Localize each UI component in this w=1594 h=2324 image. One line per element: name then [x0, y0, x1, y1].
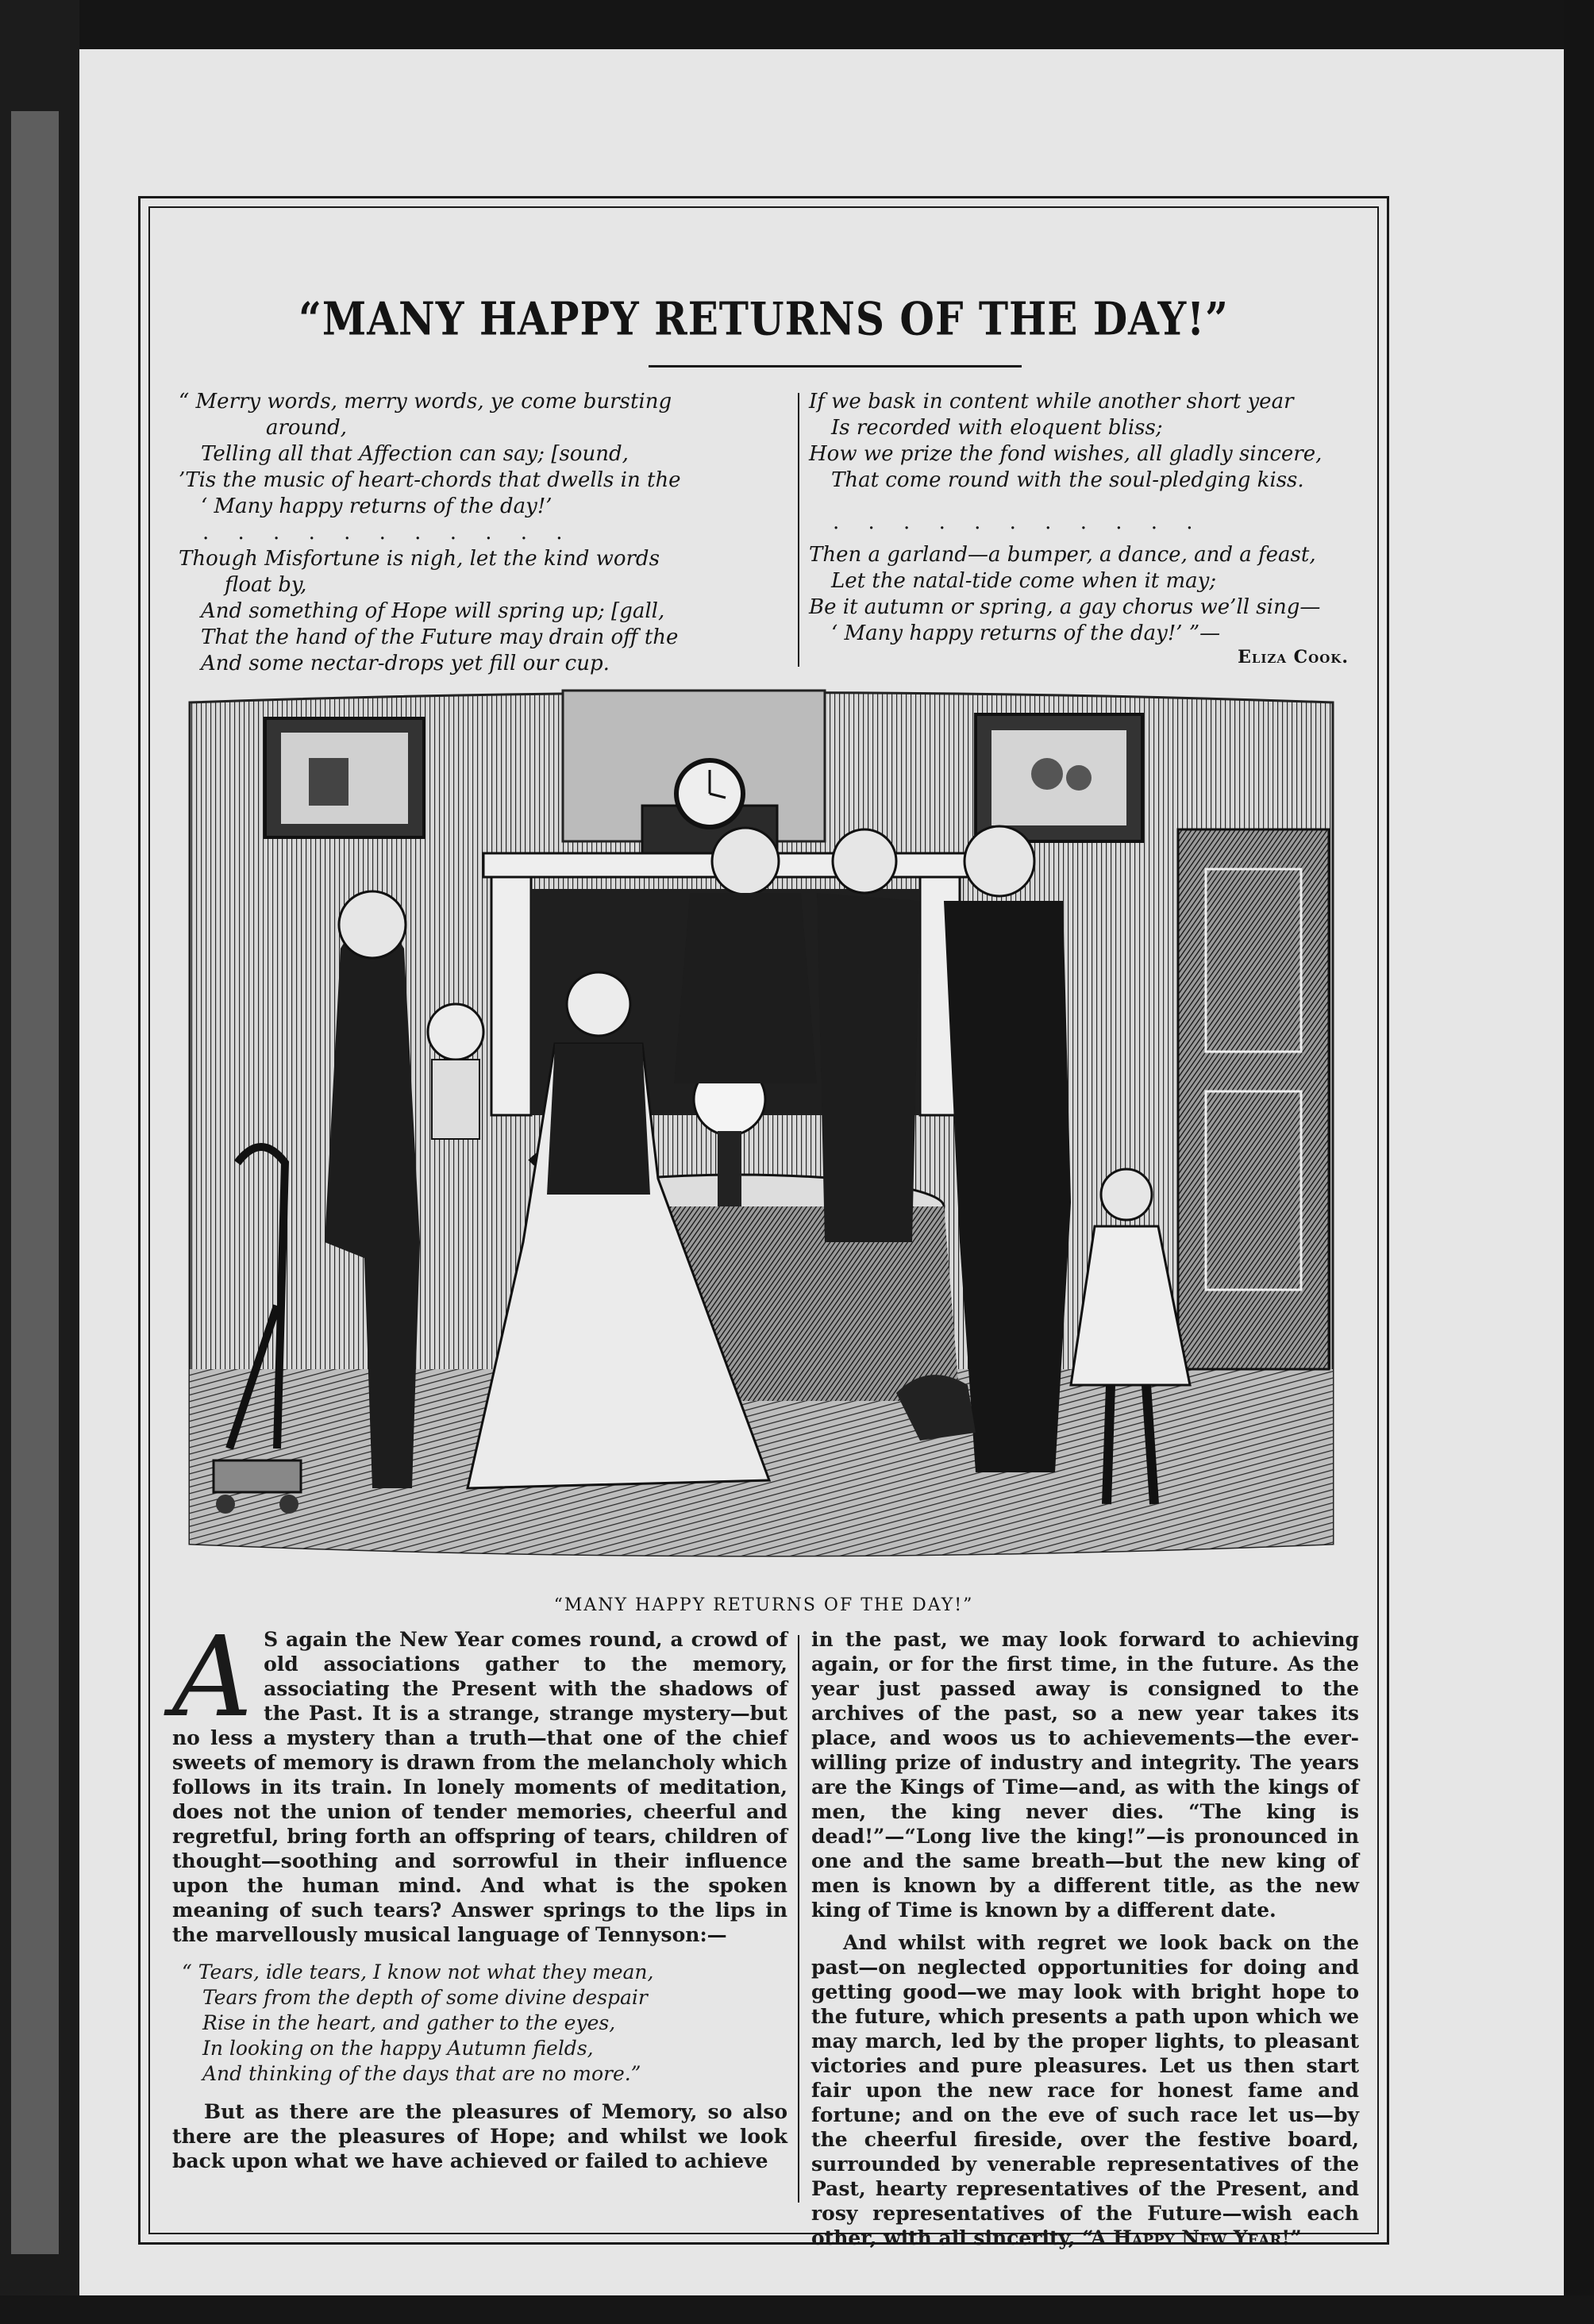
paragraph-text: S again the New Year comes round, a crowd of old associations gather to the memory, associating the Present with the shadows of the Past. It is a strange, strange mystery—but no less a mystery than a truth—that one of the chief sweets of memory is drawn from the melancholy which follows in its train. In lonely moments of meditation, does not the union of tender memories, cheerful and regretful, bring forth an offspring of tears, children of thought—soothing and sorrowful in their influence upon the human mind. And what is the spoken meaning of such tears? Answer springs to the lips in the marvellously musical language of Tennyson:—: [172, 1628, 787, 1946]
poem-right-column: [809, 389, 1365, 647]
poem-line: ‘ Many happy returns of the day!’ ”—: [831, 621, 1221, 645]
poem-line: ’Tis the music of heart-chords that dwells in the: [179, 468, 681, 492]
poem-line: Telling all that Affection can say; [sound,: [201, 442, 629, 466]
poem-line: “ Merry words, merry words, ye come bursting: [179, 390, 672, 414]
quote-line: In looking on the happy Autumn fields,: [202, 2037, 594, 2060]
quote-line: Rise in the heart, and gather to the eyes,: [202, 2011, 616, 2034]
poem-line: Then a garland—a bumper, a dance, and a feast,: [809, 543, 1316, 567]
body-paragraph: in the past, we may look forward to achieving again, or for the first time, in the future. As the year just passed away is consigned to the archives of the past, so a new year takes its place, and woos us to achievements—the ever-willing prize of industry and integrity. The years are the Kings of Time—and, as with the kings of men, the king never dies. “The king is dead!”—“Long live the king!”—is pronounced in one and the same breath—but the new king of men is known by a different title, as the new king of Time is known by a different date.: [811, 1628, 1359, 1922]
article-title: “MANY HAPPY RETURNS OF THE DAY!”: [298, 291, 1229, 346]
poem-line: That the hand of the Future may drain off the: [201, 625, 679, 649]
scan-right-edge: [1564, 0, 1594, 2324]
poem-line: around,: [266, 416, 347, 440]
poem-line: And something of Hope will spring up; [gall,: [201, 599, 665, 623]
body-column-rule: [798, 1635, 799, 2203]
poem-line: ‘ Many happy returns of the day!’: [201, 494, 553, 518]
engraving-illustration: [182, 687, 1341, 1572]
quote-line: And thinking of the days that are no more.”: [202, 2062, 641, 2085]
body-paragraph: [811, 1930, 1359, 2250]
body-left-column: [172, 1613, 787, 2181]
title-rule: [649, 365, 1022, 367]
poem-line: Be it autumn or spring, a gay chorus we’ll sing—: [809, 595, 1321, 619]
illustration-caption: “MANY HAPPY RETURNS OF THE DAY!”: [553, 1595, 974, 1615]
body-paragraph: But as there are the pleasures of Memory, so also there are the pleasures of Hope; and whilst we look back upon what we have achieved or failed to achieve: [172, 2100, 787, 2172]
scan-top-edge: [0, 0, 1594, 49]
poem-line: Is recorded with eloquent bliss;: [831, 416, 1163, 440]
poem-dots: . . . . . . . . . . .: [202, 521, 574, 544]
quote-line: Tears from the depth of some divine despair: [202, 1986, 648, 2009]
facing-page-edge: [11, 111, 59, 2254]
poem-dots: . . . . . . . . . . .: [833, 510, 1204, 534]
paragraph-text: And whilst with regret we look back on the past—on neglected opportunities for doing and getting good—we may look with bright hope to the future, which presents a path upon which we may march, led by the proper lights, to pleasant victories and pure pleasures. Let us then start fair upon the new race for honest fame and fortune; and on the eve of such race let us—by the cheerful fireside, over the festive board, surrounded by venerable representatives of the Past, hearty representatives of the Present, and rosy representatives of the Future—wish each other, with all sincerity,: [811, 1931, 1359, 2249]
book-spine: [0, 0, 79, 2324]
closing-greeting: “A Happy New Year!”: [1082, 2226, 1302, 2249]
poem-column-rule: [798, 393, 799, 667]
quote-line: “ Tears, idle tears, I know not what they mean,: [182, 1960, 654, 1983]
poem-line: How we prize the fond wishes, all gladly sincere,: [809, 442, 1323, 466]
drop-cap: A: [172, 1613, 253, 1742]
poem-author: Eliza Cook.: [1238, 647, 1349, 668]
poem-line: Let the natal-tide come when it may;: [831, 569, 1217, 593]
book-page: [79, 49, 1564, 2295]
poem-line: Though Misfortune is nigh, let the kind words: [179, 547, 660, 571]
poem-line: If we bask in content while another short year: [809, 390, 1294, 414]
tennyson-quote: [182, 1960, 787, 2087]
page-border: [138, 196, 1389, 2249]
scan-bottom-edge: [0, 2295, 1594, 2324]
poem-line: And some nectar-drops yet fill our cup.: [201, 652, 610, 675]
poem-line: That come round with the soul-pledging kiss.: [831, 468, 1304, 492]
poem-left-column: [179, 389, 790, 677]
body-paragraph: [172, 1613, 787, 1947]
poem-line: float by,: [225, 573, 307, 597]
body-right-column: [811, 1627, 1359, 2258]
